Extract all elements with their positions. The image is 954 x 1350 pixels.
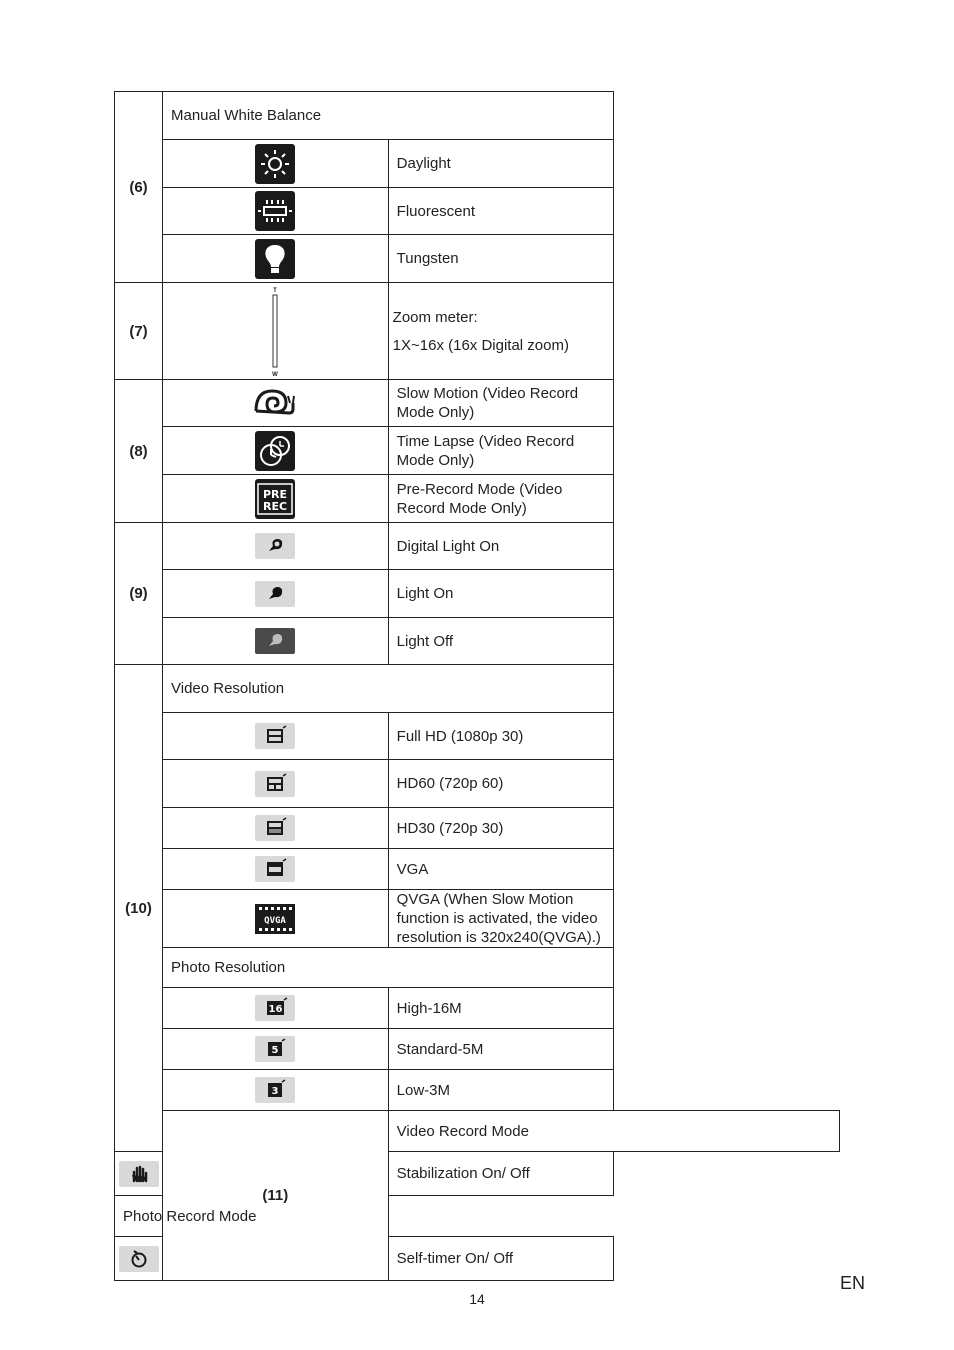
self-timer-icon — [119, 1246, 159, 1272]
icon-cell — [163, 570, 389, 618]
row-label: Pre-Record Mode (Video Record Mode Only) — [388, 475, 614, 523]
section-number: (11) — [163, 1111, 389, 1281]
icon-cell — [163, 283, 389, 380]
section-header: Video Record Mode — [388, 1111, 839, 1152]
vga-icon — [255, 856, 295, 882]
icon-cell — [163, 188, 389, 235]
section-number: (7) — [115, 283, 163, 380]
daylight-icon — [255, 144, 295, 184]
icon-cell — [163, 235, 389, 283]
slow-motion-icon — [253, 383, 297, 423]
fluorescent-icon — [255, 191, 295, 231]
row-label: HD30 (720p 30) — [388, 808, 614, 849]
rec-text: REC — [263, 499, 288, 513]
icon-cell — [163, 427, 389, 475]
zoom-tele-label: T — [273, 288, 278, 294]
light-off-icon — [255, 628, 295, 654]
row-label: QVGA (When Slow Motion function is activated, the video resolution is 320x240(QVGA).) — [388, 890, 614, 948]
row-label: Tungsten — [388, 235, 614, 283]
time-lapse-icon — [255, 431, 295, 471]
icon-cell — [163, 849, 389, 890]
page-number: 14 — [469, 1291, 485, 1307]
section-header: Video Resolution — [163, 665, 614, 713]
section-header: Manual White Balance — [163, 92, 614, 140]
photo-16m-icon — [255, 995, 295, 1021]
row-label: VGA — [388, 849, 614, 890]
hd60-icon — [255, 771, 295, 797]
row-label: Full HD (1080p 30) — [388, 713, 614, 760]
qvga-text: QVGA — [264, 915, 287, 926]
icon-cell — [163, 1070, 389, 1111]
icon-cell — [163, 618, 389, 665]
zoom-meter-icon — [265, 285, 285, 377]
zoom-line-2: 1X~16x (16x Digital zoom) — [392, 336, 569, 354]
icon-cell — [163, 988, 389, 1029]
row-label: Standard-5M — [388, 1029, 614, 1070]
stabilization-icon — [119, 1161, 159, 1187]
zoom-description — [388, 283, 614, 380]
icon-cell — [115, 1152, 163, 1196]
zoom-wide-label: W — [272, 372, 279, 377]
row-label: Fluorescent — [388, 188, 614, 235]
row-label: Digital Light On — [388, 523, 614, 570]
row-label: Time Lapse (Video Record Mode Only) — [388, 427, 614, 475]
icon-cell — [163, 140, 389, 188]
section-number: (10) — [115, 665, 163, 1152]
row-label: High-16M — [388, 988, 614, 1029]
icon-cell — [115, 1237, 163, 1281]
full-hd-icon — [255, 723, 295, 749]
row-label: Stabilization On/ Off — [388, 1152, 614, 1196]
photo-3m-text: 3 — [271, 1086, 279, 1097]
icon-cell — [163, 1029, 389, 1070]
icon-cell — [163, 523, 389, 570]
pre-text: PRE — [263, 487, 288, 501]
icon-cell — [163, 890, 389, 948]
zoom-line-1: Zoom meter: — [392, 308, 478, 326]
digital-light-on-icon — [255, 533, 295, 559]
row-label: Light On — [388, 570, 614, 618]
photo-5m-text: 5 — [271, 1045, 279, 1056]
icon-cell — [163, 760, 389, 808]
icon-cell — [163, 380, 389, 427]
icon-cell — [163, 808, 389, 849]
row-label: Daylight — [388, 140, 614, 188]
section-header: Photo Resolution — [163, 948, 614, 988]
tungsten-icon — [255, 239, 295, 279]
photo-3m-icon — [255, 1077, 295, 1103]
row-label: Self-timer On/ Off — [388, 1237, 614, 1281]
light-on-icon — [255, 581, 295, 607]
row-label: HD60 (720p 60) — [388, 760, 614, 808]
row-label: Light Off — [388, 618, 614, 665]
section-number: (8) — [115, 380, 163, 523]
section-header: Photo Record Mode — [115, 1196, 389, 1237]
language-code: EN — [840, 1273, 866, 1293]
hd30-icon — [255, 815, 295, 841]
icon-cell — [163, 475, 389, 523]
pre-record-icon — [255, 479, 295, 519]
qvga-icon — [255, 904, 295, 934]
section-number: (9) — [115, 523, 163, 665]
row-label: Slow Motion (Video Record Mode Only) — [388, 380, 614, 427]
photo-5m-icon — [255, 1036, 295, 1062]
photo-16m-text: 16 — [268, 1004, 283, 1015]
icon-reference-table — [114, 91, 840, 1281]
row-label: Low-3M — [388, 1070, 614, 1111]
section-number: (6) — [115, 92, 163, 283]
icon-cell — [163, 713, 389, 760]
